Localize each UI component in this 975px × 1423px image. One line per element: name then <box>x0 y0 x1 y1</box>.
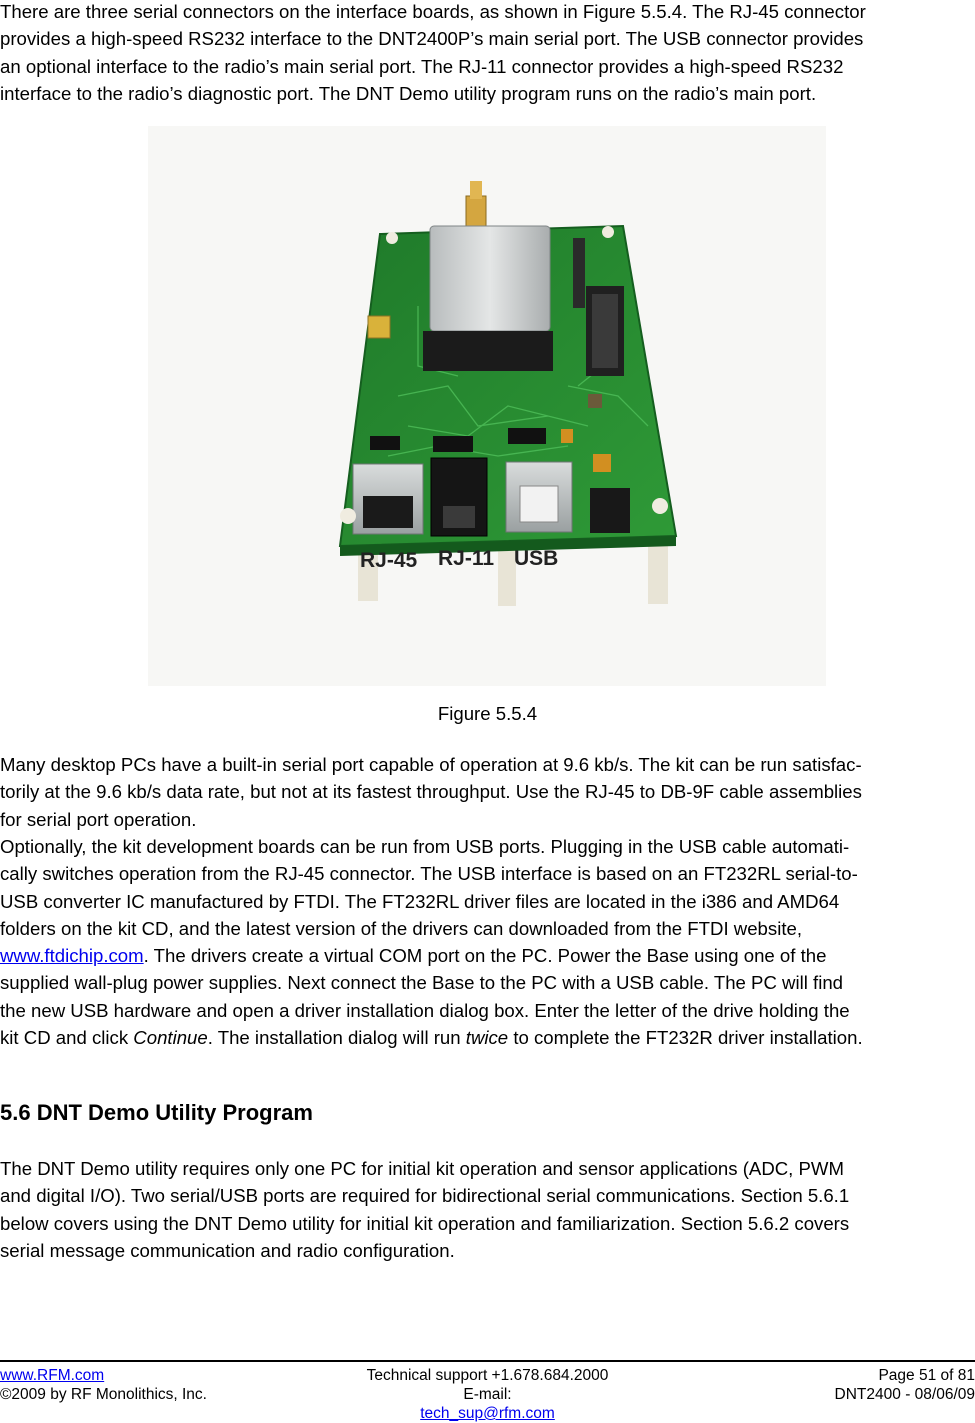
text-line: supplied wall-plug power supplies. Next connect the Base to the PC with a USB cable. The PC will find <box>0 972 844 994</box>
footer-center <box>0 1366 975 1423</box>
text-line: USB converter IC manufactured by FTDI. The FT232RL driver files are located in the i386 and AMD64 <box>0 890 840 912</box>
radio-module <box>430 226 550 331</box>
label-usb: USB <box>514 547 559 570</box>
text-line: cally switches operation from the RJ-45 connector. The USB interface is based on an FT232RL serial-to- <box>0 863 858 885</box>
text-line <box>0 942 975 969</box>
text-line: provides a high-speed RS232 interface to the DNT2400P’s main serial port. The USB connector provides <box>0 28 864 50</box>
emphasis-continue: Continue <box>133 1027 208 1049</box>
text-segment: . The installation dialog will run <box>207 1027 466 1049</box>
usb-connector <box>506 462 572 532</box>
document-id: DNT2400 - 08/06/09 <box>834 1386 975 1403</box>
text-line <box>0 1024 975 1051</box>
rj11-connector <box>431 458 487 536</box>
label-rj11: RJ-11 <box>438 547 495 570</box>
support-email-link[interactable]: tech_sup@rfm.com <box>420 1405 555 1422</box>
copyright-text: ©2009 by RF Monolithics, Inc. <box>0 1386 207 1403</box>
text-line: the new USB hardware and open a driver installation dialog box. Enter the letter of the drive holding the <box>0 999 850 1021</box>
text-line: Optionally, the kit development boards can be run from USB ports. Plugging in the USB cable automati- <box>0 836 850 857</box>
label-rj45: RJ-45 <box>360 549 418 572</box>
rj45-connector <box>353 464 423 534</box>
footer-right <box>835 1366 975 1404</box>
website-link[interactable]: www.RFM.com <box>0 1367 105 1384</box>
text-line: for serial port operation. <box>0 808 197 830</box>
footer-divider <box>0 1360 975 1362</box>
text-line: Many desktop PCs have a built-in serial port capable of operation at 9.6 kb/s. The kit can be run satisfac- <box>0 754 862 775</box>
text-line: torily at the 9.6 kb/s data rate, but not at its fastest throughput. Use the RJ-45 to DB-9F cable assemblies <box>0 781 862 803</box>
ic-chip <box>433 436 473 452</box>
figure-caption: Figure 5.5.4 <box>437 703 538 724</box>
ic-chip <box>370 436 400 450</box>
text-line: The DNT Demo utility requires only one PC for initial kit operation and sensor applications (ADC, PWM <box>0 1158 844 1179</box>
intro-paragraph <box>0 0 975 107</box>
ic-chip <box>508 428 546 444</box>
interface-board-figure <box>148 126 826 686</box>
dnt-demo-paragraph <box>0 1155 975 1264</box>
text-segment: to complete the FT232R driver installation. <box>508 1027 863 1049</box>
potentiometer <box>368 316 390 338</box>
emphasis-twice: twice <box>465 1027 509 1049</box>
serial-port-paragraph <box>0 751 975 833</box>
ftdi-website-link[interactable]: www.ftdichip.com <box>0 945 144 967</box>
radio-socket <box>423 331 553 371</box>
text-segment: . The drivers create a virtual COM port on the PC. Power the Base using one of the <box>143 945 827 967</box>
text-line: folders on the kit CD, and the latest version of the drivers can downloaded from the FTDI website, <box>0 917 802 939</box>
email-label: E-mail: <box>463 1386 512 1403</box>
usb-paragraph <box>0 833 975 1051</box>
text-line: There are three serial connectors on the interface boards, as shown in Figure 5.5.4. The RJ-45 connector <box>0 1 866 22</box>
page-number: Page 51 of 81 <box>878 1367 975 1384</box>
interface-board-illustration <box>148 126 826 686</box>
text-line: an optional interface to the radio’s main serial port. The RJ-11 connector provides a high-speed RS232 <box>0 55 844 77</box>
text-line: serial message communication and radio configuration. <box>0 1239 455 1261</box>
text-line: interface to the radio’s diagnostic port. The DNT Demo utility program runs on the radio’s main port. <box>0 82 817 104</box>
text-line: and digital I/O). Two serial/USB ports are required for bidirectional serial communications. Section 5.6.1 <box>0 1185 850 1207</box>
text-line: below covers using the DNT Demo utility for initial kit operation and familiarization. Section 5.6.2 covers <box>0 1212 850 1234</box>
support-phone: Technical support +1.678.684.2000 <box>366 1367 609 1384</box>
section-heading: 5.6 DNT Demo Utility Program <box>0 1100 313 1125</box>
text-segment: kit CD and click <box>0 1027 134 1049</box>
power-jack <box>590 488 630 533</box>
